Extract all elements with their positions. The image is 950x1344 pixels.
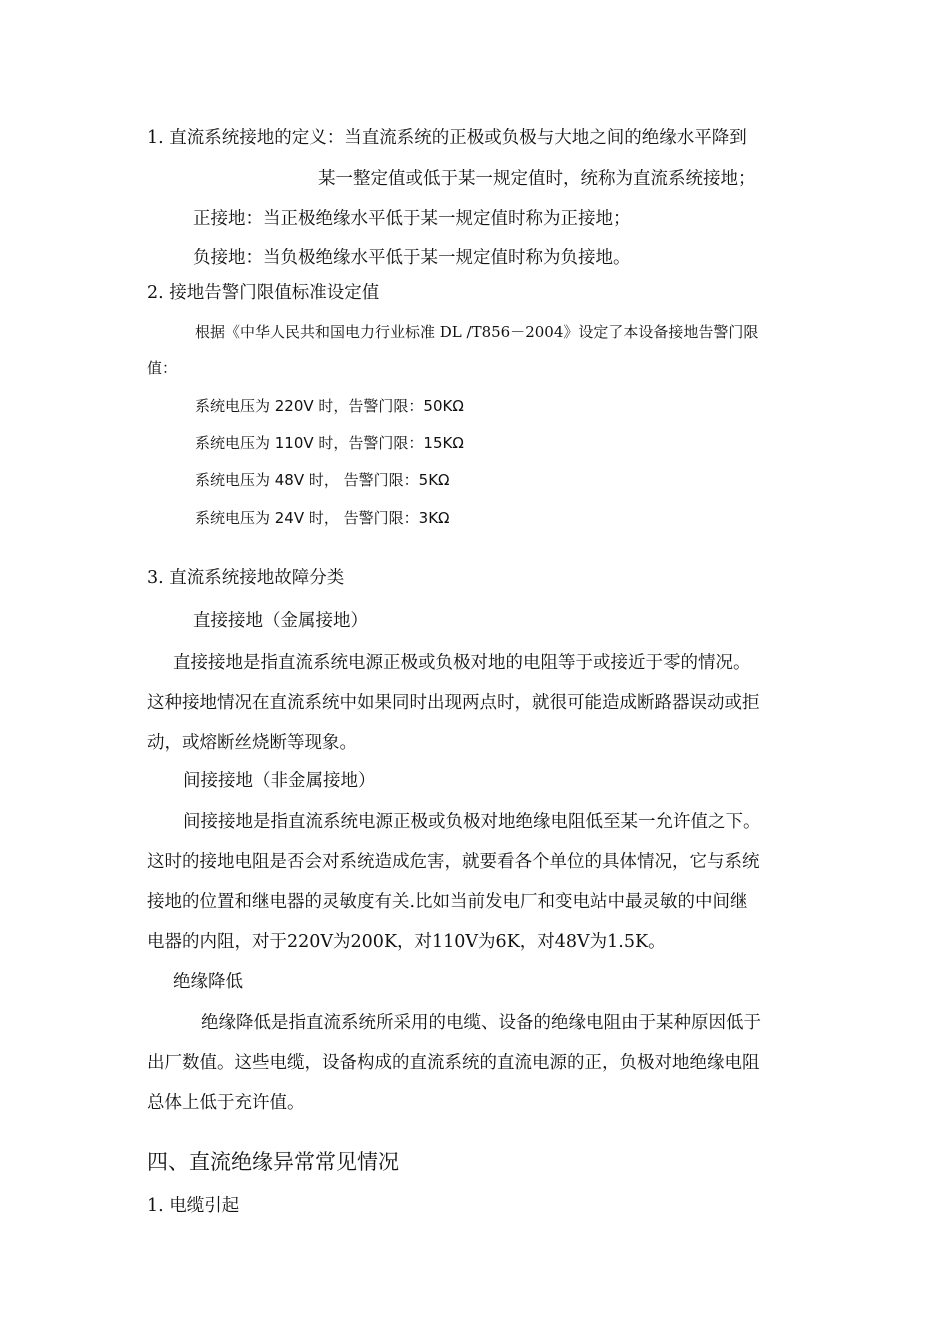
common-cases-heading: 四、直流绝缘异常常见情况 [147,1150,399,1174]
insulation-drop-text-1: 绝缘降低是指直流系统所采用的电缆、设备的绝缘电阻由于某种原因低于 [201,1013,761,1033]
standard-intro-line-2: 值： [147,359,178,377]
indirect-ground-text-3: 接地的位置和继电器的灵敏度有关.比如当前发电厂和变电站中最灵敏的中间继 [147,892,748,912]
indirect-ground-text-1: 间接接地是指直流系统电源正极或负极对地绝缘电阻低至某一允许值之下。 [183,812,761,832]
insulation-drop-text-2: 出厂数值。这些电缆，设备构成的直流系统的直流电源的正，负极对地绝缘电阻 [147,1053,760,1073]
direct-ground-text-2: 这种接地情况在直流系统中如果同时出现两点时，就很可能造成断路器误动或拒 [147,693,760,713]
indirect-ground-text-2: 这时的接地电阻是否会对系统造成危害，就要看各个单位的具体情况，它与系统 [147,852,760,872]
threshold-220v: 系统电压为 220V 时，告警门限：50KΩ [195,397,464,415]
insulation-drop-text-3: 总体上低于充许值。 [147,1093,305,1113]
definition-line-1: 1. 直流系统接地的定义：当直流系统的正极或负极与大地之间的绝缘水平降到 [147,128,747,148]
standard-intro-line-1: 根据《中华人民共和国电力行业标准 DL /T856－2004》设定了本设备接地告警门限 [195,323,759,341]
definition-line-2: 某一整定值或低于某一规定值时，统称为直流系统接地； [318,169,756,189]
threshold-heading: 2. 接地告警门限值标准设定值 [147,283,380,303]
direct-ground-text-1: 直接接地是指直流系统电源正极或负极对地的电阻等于或接近于零的情况。 [173,653,751,673]
insulation-drop-title: 绝缘降低 [173,972,243,992]
indirect-ground-title: 间接接地（非金属接地） [183,771,376,791]
cable-cause-item: 1. 电缆引起 [147,1196,240,1216]
positive-ground-definition: 正接地：当正极绝缘水平低于某一规定值时称为正接地； [193,209,631,229]
threshold-110v: 系统电压为 110V 时，告警门限：15KΩ [195,434,464,452]
threshold-48v: 系统电压为 48V 时， 告警门限：5KΩ [195,471,450,489]
direct-ground-text-3: 动，或熔断丝烧断等现象。 [147,733,357,753]
direct-ground-title: 直接接地（金属接地） [193,611,368,631]
negative-ground-definition: 负接地：当负极绝缘水平低于某一规定值时称为负接地。 [193,248,631,268]
threshold-24v: 系统电压为 24V 时， 告警门限：3KΩ [195,509,450,527]
fault-class-heading: 3. 直流系统接地故障分类 [147,568,345,588]
indirect-ground-text-4: 电器的内阻，对于220V为200K，对110V为6K，对48V为1.5K。 [147,932,666,952]
